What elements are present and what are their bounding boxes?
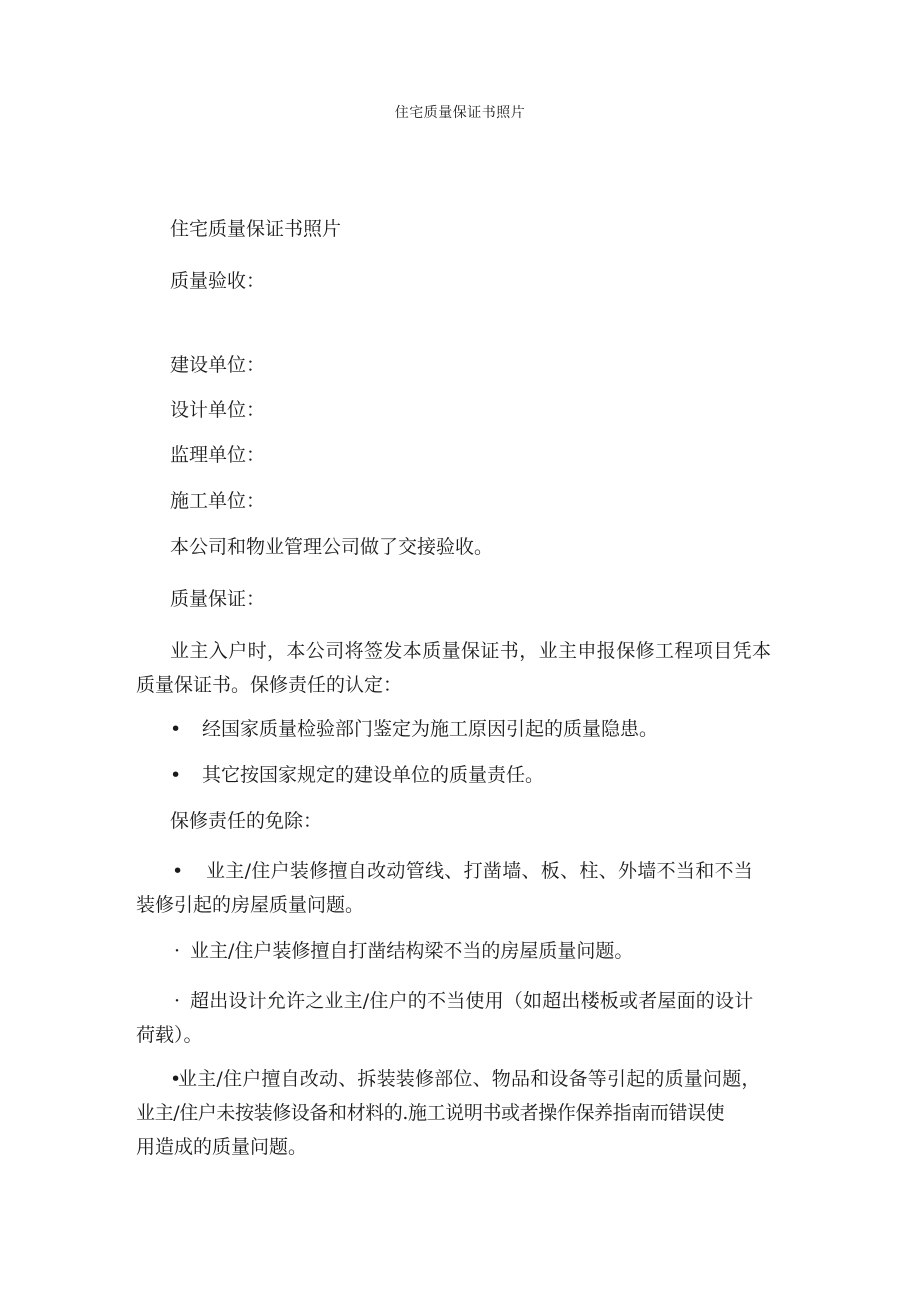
exemption-item (136, 854, 796, 922)
exemption-heading: 保修责任的免除： (170, 810, 323, 832)
bullet-icon: • (170, 764, 182, 786)
responsibility-item (170, 758, 544, 792)
exemption-text: 用造成的质量问题。 (136, 1136, 308, 1158)
responsibility-item (170, 712, 658, 746)
guarantee-paragraph (136, 634, 796, 702)
construction-unit-label: 建设单位： (170, 354, 266, 376)
exemption-text: 超出设计允许之业主/住户的不当使用（如超出楼板或者屋面的设计 (190, 990, 754, 1012)
exemption-item (136, 984, 796, 1052)
exemption-text: 业主/住户擅自改动、拆装装修部位、物品和设备等引起的质量问题， (178, 1068, 761, 1090)
document-title: 住宅质量保证书照片 (170, 218, 342, 240)
bullet-icon: • (170, 1068, 182, 1090)
exemption-text: 装修引起的房屋质量问题。 (136, 894, 365, 916)
guarantee-heading: 质量保证： (170, 588, 266, 610)
guarantee-line: 质量保证书。保修责任的认定： (136, 674, 403, 696)
guarantee-line: 业主入户时，本公司将签发本质量保证书，业主申报保修工程项目凭本 (170, 640, 772, 662)
bullet-icon: · (174, 940, 181, 962)
exemption-item (174, 934, 633, 968)
acceptance-heading: 质量验收： (170, 270, 266, 292)
exemption-text: 业主/住户装修擅自改动管线、打凿墙、板、柱、外墙不当和不当 (206, 860, 754, 882)
builder-unit-label: 施工单位： (170, 490, 266, 512)
bullet-icon: • (170, 718, 182, 740)
exemption-text: 业主/住户未按装修设备和材料的.施工说明书或者操作保养指南而错误使 (136, 1102, 725, 1124)
handover-statement: 本公司和物业管理公司做了交接验收。 (170, 536, 494, 558)
bullet-icon: • (172, 860, 184, 882)
responsibility-item-text: 其它按国家规定的建设单位的质量责任。 (202, 764, 545, 786)
exemption-item (136, 1062, 796, 1164)
supervision-unit-label: 监理单位： (170, 444, 266, 466)
bullet-icon: · (174, 990, 181, 1012)
exemption-text: 荷载）。 (136, 1024, 203, 1046)
responsibility-item-text: 经国家质量检验部门鉴定为施工原因引起的质量隐患。 (202, 718, 659, 740)
exemption-text: 业主/住户装修擅自打凿结构梁不当的房屋质量问题。 (190, 940, 634, 962)
design-unit-label: 设计单位： (170, 399, 266, 421)
page-header: 住宅质量保证书照片 (394, 105, 526, 121)
